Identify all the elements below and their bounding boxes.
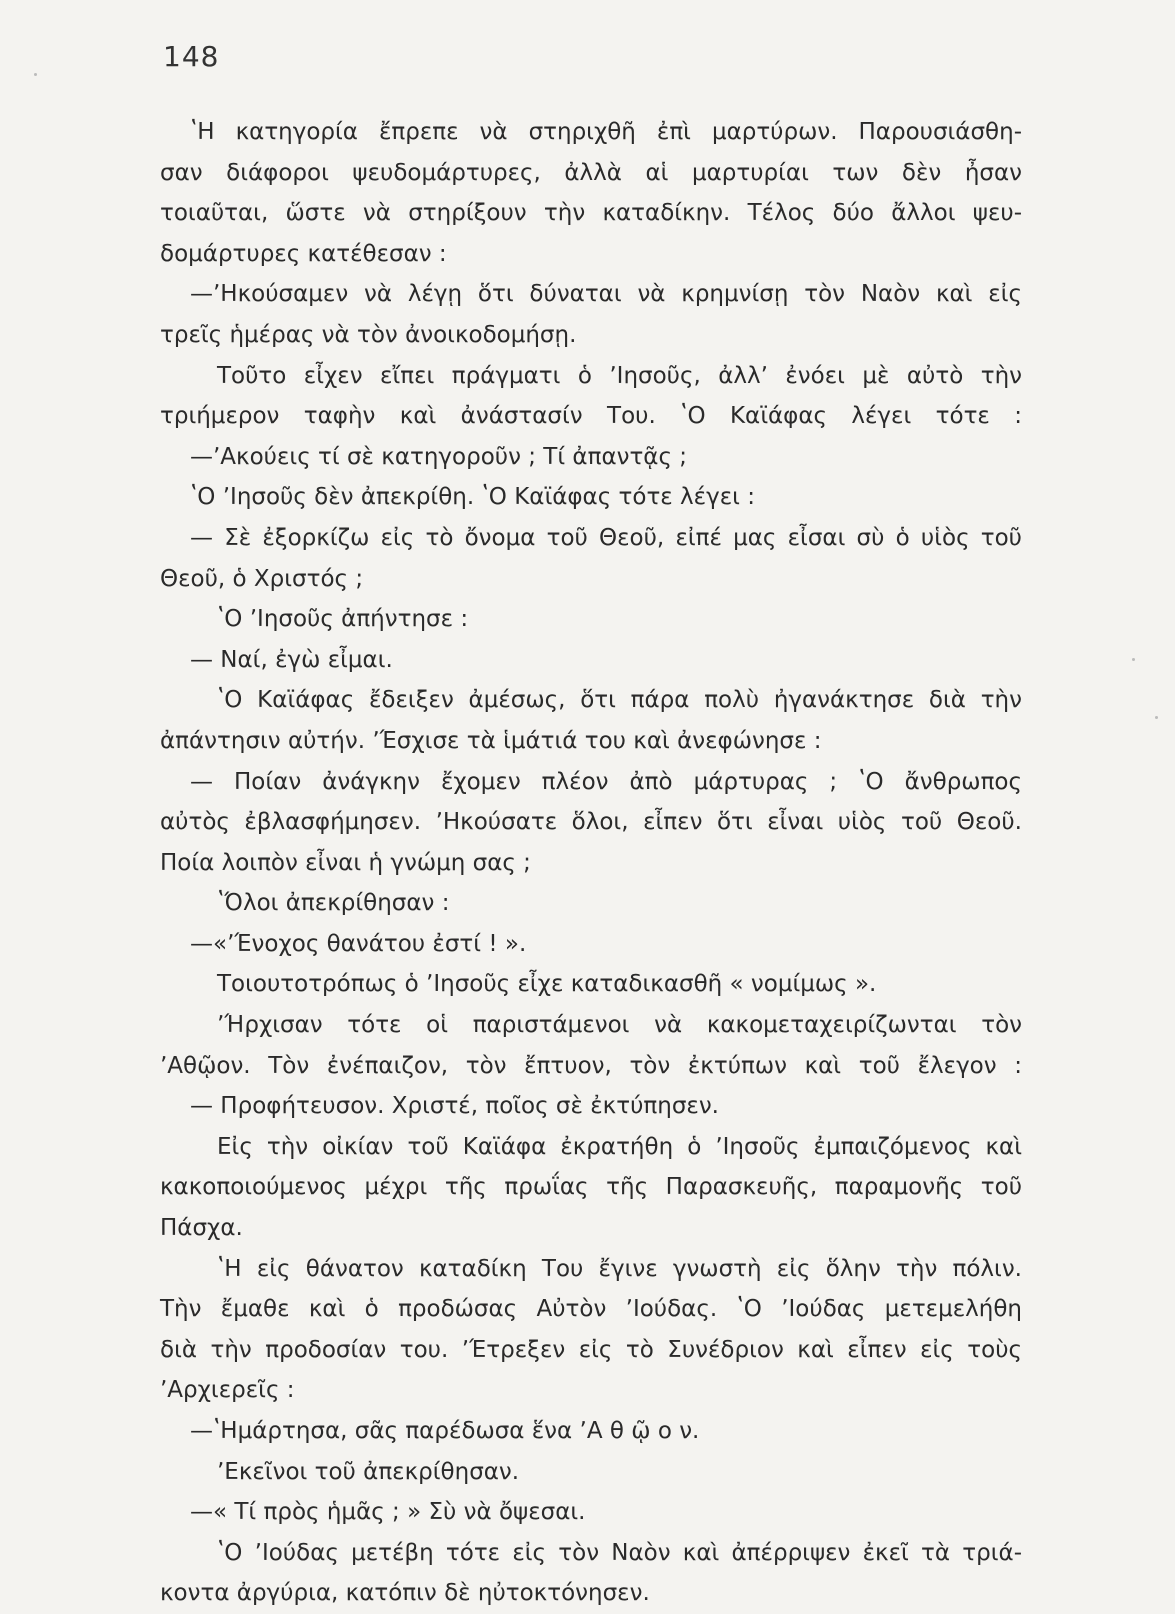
- text-line: ʽΗ εἰς θάνατον καταδίκη Του ἔγινε γνωστὴ εἰς ὅλην τὴν πόλιν.: [217, 1255, 1022, 1282]
- text-line: τοιαῦται, ὥστε νὰ στηρίξουν τὴν καταδίκην. Τέλος δύο ἄλλοι ψευ-: [160, 200, 1022, 227]
- text-line: —ʼΑκούεις τί σὲ κατηγοροῦν ; Τί ἀπαντᾷς ;: [190, 443, 688, 470]
- page-number: 148: [163, 40, 220, 73]
- text-line: Τὴν ἔμαθε καὶ ὁ προδώσας Αὐτὸν ʼΙούδας. ʽΟ ʼΙούδας μετεμελήθη: [160, 1296, 1022, 1323]
- text-line: Τοιουτοτρόπως ὁ ʼΙησοῦς εἶχε καταδικασθῆ « νομίμως ».: [217, 971, 877, 998]
- text-line: ʽΟ ʼΙούδας μετέβη τότε εἰς τὸν Ναὸν καὶ ἀπέρριψεν ἐκεῖ τὰ τριά-: [217, 1539, 1022, 1566]
- text-line: ʽΗ κατηγορία ἔπρεπε νὰ στηριχθῆ ἐπὶ μαρτύρων. Παρουσιάσθη-: [190, 119, 1022, 145]
- text-line: Τοῦτο εἶχεν εἴπει πράγματι ὁ ʼΙησοῦς, ἀλλʼ ἐνόει μὲ αὐτὸ τὴν: [217, 362, 1022, 389]
- text-line: —ʼΗκούσαμεν νὰ λέγῃ ὅτι δύναται νὰ κρημνίσῃ τὸν Ναὸν καὶ εἰς: [190, 281, 1022, 308]
- text-line: ʽΌλοι ἀπεκρίθησαν :: [217, 890, 450, 917]
- text-line: ʽΟ Καϊάφας ἔδειξεν ἀμέσως, ὅτι πάρα πολὺ ἠγανάκτησε διὰ τὴν: [217, 687, 1022, 714]
- text-line: — Ποίαν ἀνάγκην ἔχομεν πλέον ἀπὸ μάρτυρας ; ʽΟ ἄνθρωπος: [190, 768, 1022, 795]
- text-line: τρεῖς ἡμέρας νὰ τὸν ἀνοικοδομήσῃ.: [160, 321, 577, 348]
- text-line: — Σὲ ἐξορκίζω εἰς τὸ ὄνομα τοῦ Θεοῦ, εἰπέ μας εἶσαι σὺ ὁ υἱὸς τοῦ: [190, 524, 1022, 551]
- text-line: —«ʼΈνοχος θανάτου ἐστί ! ».: [190, 930, 527, 957]
- text-line: — Προφήτευσον. Χριστέ, ποῖος σὲ ἐκτύπησεν.: [190, 1093, 719, 1120]
- text-line: κοντα ἀργύρια, κατόπιν δὲ ηὐτοκτόνησεν.: [160, 1580, 650, 1607]
- text-line: ἀπάντησιν αὐτήν. ʼΈσχισε τὰ ἱμάτιά του καὶ ἀνεφώνησε :: [160, 727, 822, 754]
- text-line: ʼΕκεῖνοι τοῦ ἀπεκρίθησαν.: [217, 1458, 520, 1485]
- text-line: ʽΟ ʼΙησοῦς ἀπήντησε :: [217, 606, 469, 633]
- text-line: δομάρτυρες κατέθεσαν :: [160, 240, 447, 267]
- text-line: Εἰς τὴν οἰκίαν τοῦ Καϊάφα ἐκρατήθη ὁ ʼΙησοῦς ἐμπαιζόμενος καὶ: [217, 1133, 1022, 1160]
- paper-speck: [34, 73, 37, 76]
- text-line: τριήμερον ταφὴν καὶ ἀνάστασίν Του. ʽΟ Καϊάφας λέγει τότε :: [160, 403, 1022, 430]
- body-text: [160, 112, 1022, 1614]
- text-line: —ʽΗμάρτησα, σᾶς παρέδωσα ἕνα ʼΑ θ ῷ ο ν.: [190, 1418, 700, 1444]
- text-line: — Ναί, ἐγὼ εἶμαι.: [190, 646, 393, 673]
- text-line: ʽΟ ʼΙησοῦς δὲν ἀπεκρίθη. ʽΟ Καϊάφας τότε λέγει :: [190, 484, 755, 511]
- text-line: ʼΑθῷον. Τὸν ἐνέπαιζον, τὸν ἔπτυον, τὸν ἐκτύπων καὶ τοῦ ἔλεγον :: [160, 1052, 1022, 1079]
- text-line: Θεοῦ, ὁ Χριστός ;: [160, 565, 364, 592]
- text-line: Ποία λοιπὸν εἶναι ἡ γνώμη σας ;: [160, 849, 531, 876]
- text-line: ʼΉρχισαν τότε οἱ παριστάμενοι νὰ κακομεταχειρίζωνται τὸν: [217, 1012, 1022, 1039]
- text-line: σαν διάφοροι ψευδομάρτυρες, ἀλλὰ αἱ μαρτυρίαι των δὲν ἦσαν: [160, 159, 1022, 186]
- text-line: αὐτὸς ἐβλασφήμησεν. ʼΗκούσατε ὅλοι, εἶπεν ὅτι εἶναι υἱὸς τοῦ Θεοῦ.: [160, 809, 1022, 836]
- text-line: κακοποιούμενος μέχρι τῆς πρωΐας τῆς Παρασκευῆς, παραμονῆς τοῦ: [160, 1174, 1022, 1201]
- paper-speck: [1155, 716, 1158, 719]
- text-line: —« Τί πρὸς ἡμᾶς ; » Σὺ νὰ ὄψεσαι.: [190, 1499, 586, 1526]
- text-line: ʼΑρχιερεῖς :: [160, 1377, 295, 1404]
- text-line: διὰ τὴν προδοσίαν του. ʼΈτρεξεν εἰς τὸ Συνέδριον καὶ εἶπεν εἰς τοὺς: [160, 1336, 1022, 1363]
- text-line: Πάσχα.: [160, 1215, 243, 1242]
- paper-speck: [1132, 658, 1135, 661]
